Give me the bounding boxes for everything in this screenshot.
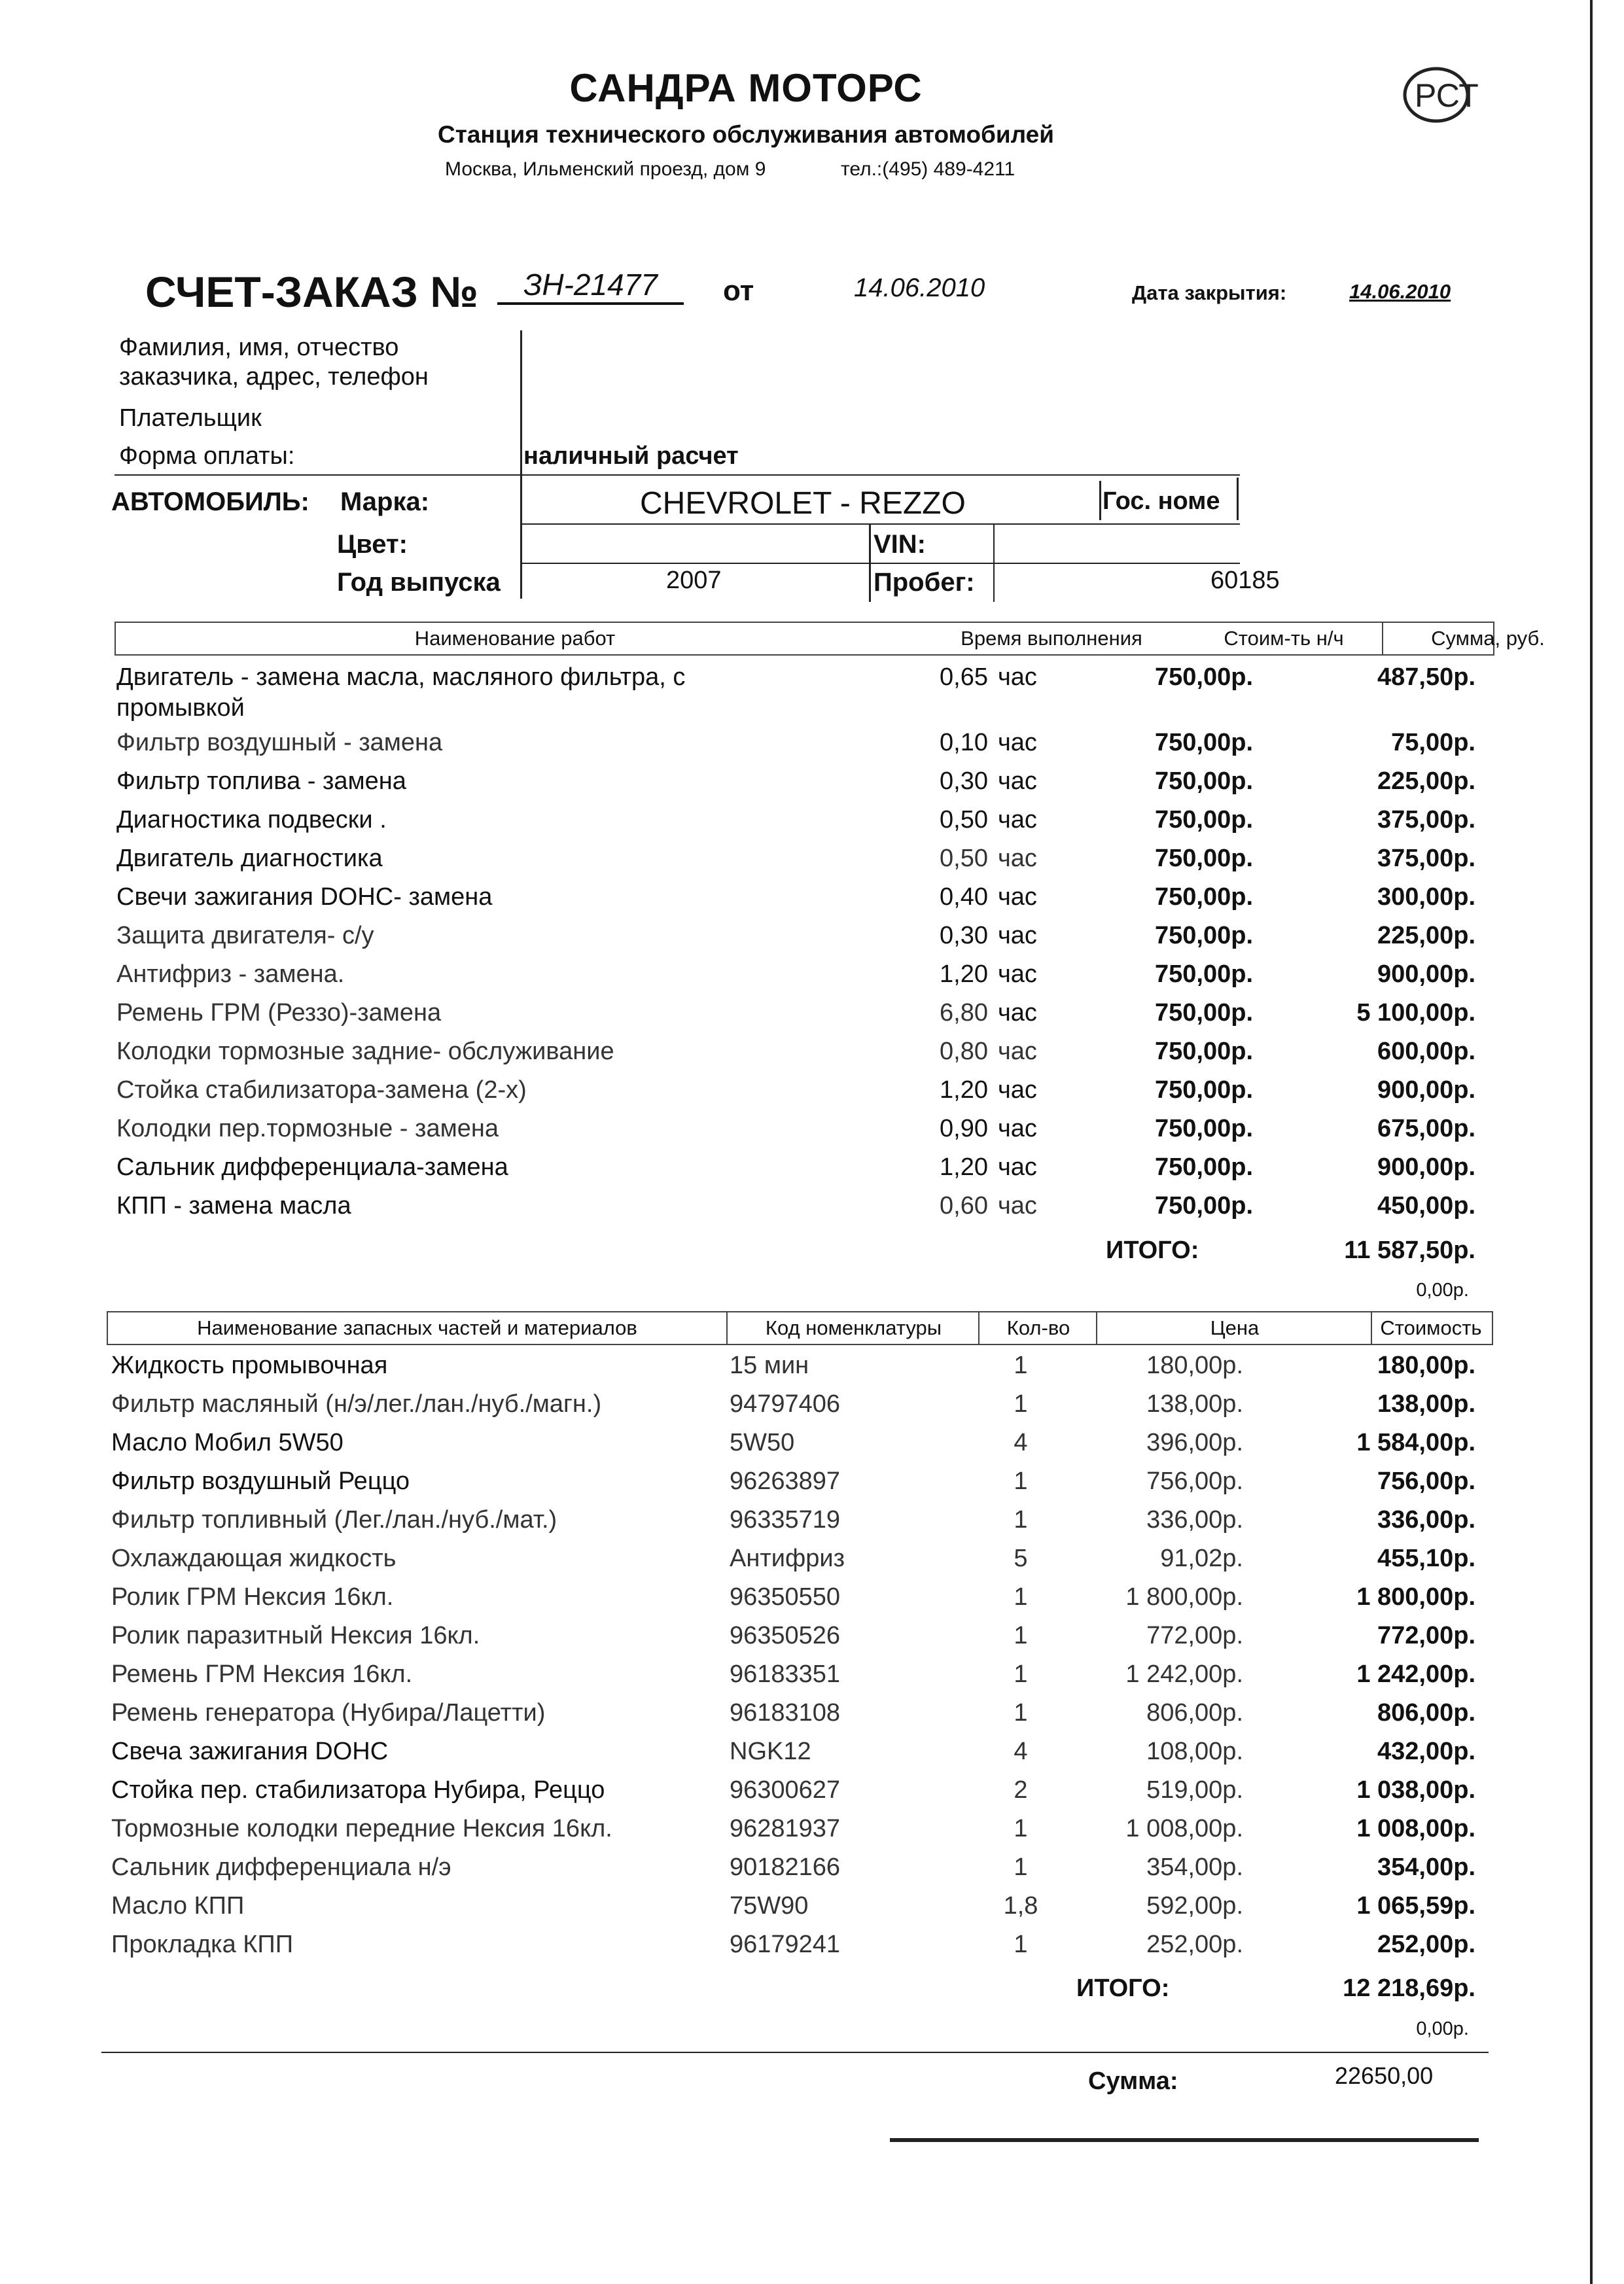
part-qty: 1: [1014, 1660, 1028, 1688]
work-time: 0,10: [940, 729, 988, 756]
part-name: Ролик паразитный Нексия 16кл.: [111, 1622, 480, 1649]
work-unit: час: [998, 999, 1037, 1027]
part-cost: 180,00р.: [1377, 1352, 1475, 1379]
part-name: Фильтр воздушный Реццо: [111, 1467, 410, 1495]
part-name: Сальник дифференциала н/э: [111, 1854, 451, 1881]
part-cost: 1 242,00р.: [1356, 1660, 1475, 1688]
part-price: 1 800,00р.: [1125, 1583, 1243, 1611]
work-time: 0,90: [940, 1115, 988, 1142]
rst-certification-logo: [1400, 62, 1482, 128]
table-row: [0, 845, 1624, 883]
work-sum: 75,00р.: [1391, 729, 1475, 756]
work-name: Защита двигателя- с/у: [116, 922, 374, 949]
work-time: 0,40: [940, 883, 988, 911]
work-name: Фильтр топлива - замена: [116, 767, 406, 795]
work-time: 6,80: [940, 999, 988, 1027]
works-table-header: [115, 622, 1545, 656]
table-row: [0, 960, 1624, 999]
work-time: 0,50: [940, 845, 988, 872]
part-cost: 806,00р.: [1377, 1699, 1475, 1727]
part-qty: 1: [1014, 1352, 1028, 1379]
work-sum: 675,00р.: [1377, 1115, 1475, 1142]
part-qty: 5: [1014, 1545, 1028, 1572]
table-row: [0, 1076, 1624, 1115]
part-cost: 1 800,00р.: [1356, 1583, 1475, 1611]
part-name: Ремень ГРМ Нексия 16кл.: [111, 1660, 413, 1688]
works-header-rate: Стоим-ть н/ч: [1224, 627, 1344, 650]
work-unit: час: [998, 1153, 1037, 1181]
parts-table-header: [107, 1311, 1493, 1345]
work-rate: 750,00р.: [1155, 1115, 1253, 1142]
table-row: [0, 1931, 1624, 1969]
works-discount-value: 0,00р.: [1416, 1280, 1469, 1301]
table-row: [0, 1467, 1624, 1506]
table-row: [0, 883, 1624, 922]
part-qty: 1: [1014, 1390, 1028, 1418]
summary-value: 22650,00: [1335, 2062, 1434, 2089]
works-total-value: 11 587,50р.: [1344, 1237, 1475, 1264]
part-cost: 455,10р.: [1377, 1545, 1475, 1572]
part-price: 592,00р.: [1146, 1892, 1243, 1920]
table-row: [0, 1506, 1624, 1545]
invoice-from-label: от: [723, 275, 754, 307]
rst-logo-text: РСТ: [1415, 77, 1479, 114]
table-row: [0, 663, 1624, 722]
company-address: Москва, Ильменский проезд, дом 9: [445, 158, 766, 180]
part-cost: 772,00р.: [1377, 1622, 1475, 1649]
table-row: [0, 999, 1624, 1038]
work-sum: 375,00р.: [1377, 806, 1475, 834]
parts-discount-value: 0,00р.: [1416, 2018, 1469, 2039]
work-unit: час: [998, 806, 1037, 834]
part-name: Прокладка КПП: [111, 1931, 294, 1958]
work-name: Двигатель - замена масла, масляного фильтра, с: [116, 663, 686, 691]
table-row: [0, 1038, 1624, 1076]
work-unit: час: [998, 1115, 1037, 1142]
part-code: 96281937: [730, 1815, 841, 1842]
parts-header-price: Цена: [1096, 1312, 1372, 1344]
work-sum: 225,00р.: [1377, 922, 1475, 949]
work-unit: час: [998, 767, 1037, 795]
part-code: 96183351: [730, 1660, 841, 1688]
part-qty: 4: [1014, 1738, 1028, 1765]
part-price: 756,00р.: [1146, 1467, 1243, 1495]
car-row-top-line: [115, 474, 1240, 476]
table-row: [0, 1815, 1624, 1854]
close-date-value: 14.06.2010: [1349, 280, 1451, 303]
part-price: 396,00р.: [1146, 1429, 1243, 1456]
part-code: 96300627: [730, 1776, 841, 1804]
vin-divider: [869, 523, 871, 602]
plate-divider-right: [1237, 478, 1239, 520]
part-name: Свеча зажигания DOHC: [111, 1738, 389, 1765]
customer-name-label-line1: Фамилия, имя, отчество: [119, 334, 399, 361]
work-name: Двигатель диагностика: [116, 845, 383, 872]
part-code: 5W50: [730, 1429, 795, 1456]
scan-edge-line: [1590, 0, 1593, 2284]
part-cost: 354,00р.: [1377, 1854, 1475, 1881]
part-cost: 756,00р.: [1377, 1467, 1475, 1495]
payer-label: Плательщик: [119, 404, 262, 432]
payment-form-value: наличный расчет: [523, 442, 739, 470]
work-unit: час: [998, 960, 1037, 988]
part-qty: 1: [1014, 1622, 1028, 1649]
work-unit: час: [998, 922, 1037, 949]
works-header-time: Время выполнения: [961, 627, 1142, 650]
part-name: Ролик ГРМ Нексия 16кл.: [111, 1583, 394, 1611]
part-code: 15 мин: [730, 1352, 809, 1379]
table-row: [0, 1390, 1624, 1429]
car-year-value: 2007: [666, 567, 722, 594]
part-cost: 432,00р.: [1377, 1738, 1475, 1765]
part-name: Масло КПП: [111, 1892, 245, 1920]
work-sum: 900,00р.: [1377, 960, 1475, 988]
work-rate: 750,00р.: [1155, 883, 1253, 911]
work-rate: 750,00р.: [1155, 663, 1253, 691]
part-name: Охлаждающая жидкость: [111, 1545, 397, 1572]
work-sum: 600,00р.: [1377, 1038, 1475, 1065]
work-rate: 750,00р.: [1155, 806, 1253, 834]
work-unit: час: [998, 883, 1037, 911]
work-rate: 750,00р.: [1155, 922, 1253, 949]
works-header-sum: Сумма, руб.: [1382, 623, 1593, 654]
part-qty: 1: [1014, 1815, 1028, 1842]
work-sum: 375,00р.: [1377, 845, 1475, 872]
part-name: Масло Мобил 5W50: [111, 1429, 344, 1456]
work-time: 1,20: [940, 1076, 988, 1104]
table-row: [0, 922, 1624, 960]
table-row: [0, 1699, 1624, 1738]
part-cost: 1 038,00р.: [1356, 1776, 1475, 1804]
table-row: [0, 1776, 1624, 1815]
table-row: [0, 1192, 1624, 1231]
work-rate: 750,00р.: [1155, 767, 1253, 795]
car-year-label: Год выпуска: [337, 568, 501, 597]
table-row: [0, 1352, 1624, 1390]
table-row: [0, 1738, 1624, 1776]
invoice-number: ЗН-21477: [497, 267, 684, 305]
part-name: Ремень генератора (Нубира/Лацетти): [111, 1699, 546, 1727]
work-rate: 750,00р.: [1155, 1038, 1253, 1065]
car-row-mid-line-2: [520, 563, 1240, 564]
work-name: Ремень ГРМ (Реззо)-замена: [116, 999, 442, 1027]
work-name: Колодки пер.тормозные - замена: [116, 1115, 499, 1142]
part-qty: 1: [1014, 1854, 1028, 1881]
plate-divider: [1099, 481, 1101, 520]
work-unit: час: [998, 1076, 1037, 1104]
part-price: 1 242,00р.: [1125, 1660, 1243, 1688]
work-unit: час: [998, 1192, 1037, 1220]
parts-header-cost: Стоимость: [1371, 1312, 1490, 1344]
part-code: 90182166: [730, 1854, 841, 1881]
work-rate: 750,00р.: [1155, 999, 1253, 1027]
part-name: Стойка пер. стабилизатора Нубира, Реццо: [111, 1776, 605, 1804]
part-price: 336,00р.: [1146, 1506, 1243, 1534]
part-code: 96263897: [730, 1467, 841, 1495]
work-rate: 750,00р.: [1155, 1076, 1253, 1104]
part-code: 96350550: [730, 1583, 841, 1611]
work-rate: 750,00р.: [1155, 845, 1253, 872]
work-sum: 487,50р.: [1377, 663, 1475, 691]
work-sum: 900,00р.: [1377, 1076, 1475, 1104]
parts-total-label: ИТОГО:: [1076, 1975, 1170, 2002]
part-code: NGK12: [730, 1738, 811, 1765]
part-code: 96179241: [730, 1931, 841, 1958]
mileage-label: Пробег:: [874, 568, 975, 597]
car-make-label: Марка:: [340, 487, 430, 516]
company-phone: тел.:(495) 489-4211: [841, 158, 1015, 180]
part-price: 772,00р.: [1146, 1622, 1243, 1649]
table-row: [0, 806, 1624, 845]
work-rate: 750,00р.: [1155, 960, 1253, 988]
work-time: 0,60: [940, 1192, 988, 1220]
table-row: [0, 1660, 1624, 1699]
table-row: [0, 729, 1624, 767]
table-row: [0, 1545, 1624, 1583]
work-name: Сальник дифференциала-замена: [116, 1153, 508, 1181]
part-code: 96183108: [730, 1699, 841, 1727]
work-name: Фильтр воздушный - замена: [116, 729, 443, 756]
table-row: [0, 1115, 1624, 1153]
part-price: 91,02р.: [1160, 1545, 1243, 1572]
part-qty: 1: [1014, 1506, 1028, 1534]
part-code: 96335719: [730, 1506, 841, 1534]
mileage-divider: [993, 523, 995, 602]
parts-header-code: Код номенклатуры: [726, 1312, 980, 1344]
close-date-label: Дата закрытия:: [1132, 281, 1287, 304]
table-row: [0, 1583, 1624, 1622]
work-sum: 300,00р.: [1377, 883, 1475, 911]
part-price: 806,00р.: [1146, 1699, 1243, 1727]
work-unit: час: [998, 845, 1037, 872]
work-name: Антифриз - замена.: [116, 960, 345, 988]
car-section-label: АВТОМОБИЛЬ:: [111, 487, 309, 516]
part-qty: 1: [1014, 1467, 1028, 1495]
vin-label: VIN:: [874, 530, 926, 559]
part-price: 252,00р.: [1146, 1931, 1243, 1958]
work-name: Диагностика подвески .: [116, 806, 387, 834]
part-qty: 1: [1014, 1583, 1028, 1611]
work-time: 0,65: [940, 663, 988, 691]
car-row-mid-line: [520, 523, 1240, 525]
part-cost: 252,00р.: [1377, 1931, 1475, 1958]
car-make-value: CHEVROLET - REZZO: [640, 486, 966, 521]
part-name: Фильтр топливный (Лег./лан./нуб./мат.): [111, 1506, 557, 1534]
parts-header-qty: Кол-во: [978, 1312, 1097, 1344]
part-name: Тормозные колодки передние Нексия 16кл.: [111, 1815, 612, 1842]
mileage-value: 60185: [1210, 567, 1280, 594]
customer-name-label-line2: заказчика, адрес, телефон: [119, 363, 429, 391]
work-sum: 225,00р.: [1377, 767, 1475, 795]
works-header-name: Наименование работ: [414, 627, 616, 650]
parts-total-value: 12 218,69р.: [1343, 1975, 1475, 2002]
work-name-line2: промывкой: [116, 694, 245, 722]
part-price: 180,00р.: [1146, 1352, 1243, 1379]
work-name: Свечи зажигания DOHC- замена: [116, 883, 493, 911]
part-qty: 1: [1014, 1931, 1028, 1958]
part-code: 94797406: [730, 1390, 841, 1418]
table-row: [0, 767, 1624, 806]
summary-label: Сумма:: [1088, 2067, 1178, 2095]
work-time: 0,80: [940, 1038, 988, 1065]
work-name: Стойка стабилизатора-замена (2-х): [116, 1076, 527, 1104]
company-name: САНДРА МОТОРС: [569, 66, 923, 110]
part-qty: 4: [1014, 1429, 1028, 1456]
part-name: Жидкость промывочная: [111, 1352, 388, 1379]
work-name: Колодки тормозные задние- обслуживание: [116, 1038, 614, 1065]
table-row: [0, 1429, 1624, 1467]
table-row: [0, 1892, 1624, 1931]
invoice-title: СЧЕТ-ЗАКАЗ №: [145, 268, 478, 316]
plate-label: Гос. номе: [1103, 487, 1220, 515]
work-unit: час: [998, 1038, 1037, 1065]
part-code: Антифриз: [730, 1545, 845, 1572]
part-price: 354,00р.: [1146, 1854, 1243, 1881]
part-code: 75W90: [730, 1892, 809, 1920]
part-price: 108,00р.: [1146, 1738, 1243, 1765]
invoice-date: 14.06.2010: [854, 273, 985, 302]
part-price: 138,00р.: [1146, 1390, 1243, 1418]
part-price: 519,00р.: [1146, 1776, 1243, 1804]
work-rate: 750,00р.: [1155, 1192, 1253, 1220]
work-time: 0,50: [940, 806, 988, 834]
works-total-label: ИТОГО:: [1106, 1237, 1199, 1264]
part-name: Фильтр масляный (н/э/лег./лан./нуб./магн.): [111, 1390, 602, 1418]
work-rate: 750,00р.: [1155, 1153, 1253, 1181]
part-cost: 1 584,00р.: [1356, 1429, 1475, 1456]
payment-form-label: Форма оплаты:: [119, 442, 295, 470]
work-unit: час: [998, 729, 1037, 756]
work-sum: 450,00р.: [1377, 1192, 1475, 1220]
part-cost: 336,00р.: [1377, 1506, 1475, 1534]
work-time: 0,30: [940, 767, 988, 795]
work-name: КПП - замена масла: [116, 1192, 351, 1220]
summary-divider: [101, 2052, 1489, 2053]
table-row: [0, 1622, 1624, 1660]
part-qty: 2: [1014, 1776, 1028, 1804]
work-rate: 750,00р.: [1155, 729, 1253, 756]
part-qty: 1: [1014, 1699, 1028, 1727]
part-cost: 1 065,59р.: [1356, 1892, 1475, 1920]
part-code: 96350526: [730, 1622, 841, 1649]
company-subtitle: Станция технического обслуживания автомобилей: [438, 121, 1054, 148]
work-sum: 5 100,00р.: [1356, 999, 1475, 1027]
signature-line: [890, 2138, 1479, 2142]
work-time: 1,20: [940, 1153, 988, 1181]
part-cost: 138,00р.: [1377, 1390, 1475, 1418]
table-row: [0, 1153, 1624, 1192]
parts-header-name: Наименование запасных частей и материалов: [197, 1316, 637, 1339]
part-qty: 1,8: [1003, 1892, 1038, 1920]
customer-block-divider: [520, 330, 522, 599]
table-row: [0, 1854, 1624, 1892]
car-color-label: Цвет:: [337, 530, 408, 559]
work-time: 1,20: [940, 960, 988, 988]
part-cost: 1 008,00р.: [1356, 1815, 1475, 1842]
work-time: 0,30: [940, 922, 988, 949]
work-unit: час: [998, 663, 1037, 691]
part-price: 1 008,00р.: [1125, 1815, 1243, 1842]
work-sum: 900,00р.: [1377, 1153, 1475, 1181]
